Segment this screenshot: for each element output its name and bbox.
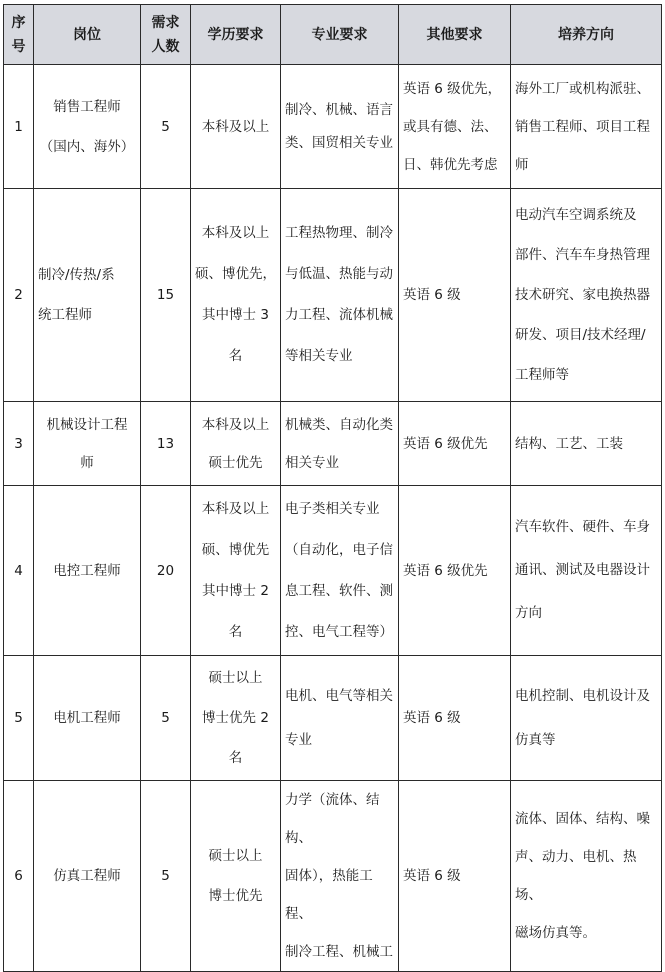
- cell-position: 机械设计工程 师: [34, 402, 141, 486]
- cell-major: 工程热物理、制冷 与低温、热能与动 力工程、流体机械 等相关专业: [281, 189, 399, 402]
- cell-education: 本科及以上 硕、博优先 其中博士 2 名: [191, 486, 281, 656]
- table-row: [4, 656, 662, 781]
- cell-major: 电子类相关专业 （自动化，电子信 息工程、软件、测 控、电气工程等）: [281, 486, 399, 656]
- header-position: 岗位: [34, 5, 141, 65]
- header-major: 专业要求: [281, 5, 399, 65]
- cell-no: 5: [4, 656, 34, 781]
- header-direction: 培养方向: [511, 5, 662, 65]
- cell-other: 英语 6 级优先， 或具有德、法、 日、韩优先考虑: [399, 65, 511, 189]
- cell-major: 机械类、自动化类 相关专业: [281, 402, 399, 486]
- cell-education: 本科及以上 硕、博优先， 其中博士 3 名: [191, 189, 281, 402]
- cell-other: 英语 6 级: [399, 781, 511, 972]
- cell-direction: 电机控制、电机设计及 仿真等: [511, 656, 662, 781]
- table-row: [4, 781, 662, 972]
- cell-major: 电机、电气等相关 专业: [281, 656, 399, 781]
- cell-direction: 流体、固体、结构、噪 声、动力、电机、热场、 磁场仿真等。: [511, 781, 662, 972]
- cell-count: 5: [141, 65, 191, 189]
- cell-education: 本科及以上: [191, 65, 281, 189]
- table-row: [4, 486, 662, 656]
- header-count: 需求 人数: [141, 5, 191, 65]
- cell-education: 本科及以上 硕士优先: [191, 402, 281, 486]
- cell-direction: 电动汽车空调系统及 部件、汽车车身热管理 技术研究、家电换热器 研发、项目/技术经理/ 工程师等: [511, 189, 662, 402]
- cell-no: 2: [4, 189, 34, 402]
- cell-count: 13: [141, 402, 191, 486]
- cell-no: 3: [4, 402, 34, 486]
- cell-other: 英语 6 级: [399, 189, 511, 402]
- header-education: 学历要求: [191, 5, 281, 65]
- table-header-row: [4, 5, 662, 65]
- cell-count: 20: [141, 486, 191, 656]
- cell-education: 硕士以上 博士优先 2 名: [191, 656, 281, 781]
- header-no: 序 号: [4, 5, 34, 65]
- cell-no: 6: [4, 781, 34, 972]
- cell-count: 5: [141, 781, 191, 972]
- table-row: [4, 189, 662, 402]
- cell-position: 电机工程师: [34, 656, 141, 781]
- cell-major: 力学（流体、结构、 固体），热能工程、 制冷工程、机械工: [281, 781, 399, 972]
- cell-direction: 结构、工艺、工装: [511, 402, 662, 486]
- cell-position: 仿真工程师: [34, 781, 141, 972]
- cell-position: 销售工程师 （国内、海外）: [34, 65, 141, 189]
- cell-other: 英语 6 级: [399, 656, 511, 781]
- cell-no: 4: [4, 486, 34, 656]
- cell-other: 英语 6 级优先: [399, 402, 511, 486]
- cell-major: 制冷、机械、语言 类、国贸相关专业: [281, 65, 399, 189]
- cell-position: 电控工程师: [34, 486, 141, 656]
- cell-other: 英语 6 级优先: [399, 486, 511, 656]
- cell-direction: 海外工厂或机构派驻、 销售工程师、项目工程 师: [511, 65, 662, 189]
- cell-education: 硕士以上 博士优先: [191, 781, 281, 972]
- recruitment-table: [3, 4, 662, 972]
- cell-count: 5: [141, 656, 191, 781]
- table-row: [4, 402, 662, 486]
- cell-direction: 汽车软件、硬件、车身 通讯、测试及电器设计 方向: [511, 486, 662, 656]
- cell-count: 15: [141, 189, 191, 402]
- table-row: [4, 65, 662, 189]
- header-other: 其他要求: [399, 5, 511, 65]
- cell-position: 制冷/传热/系 统工程师: [34, 189, 141, 402]
- cell-no: 1: [4, 65, 34, 189]
